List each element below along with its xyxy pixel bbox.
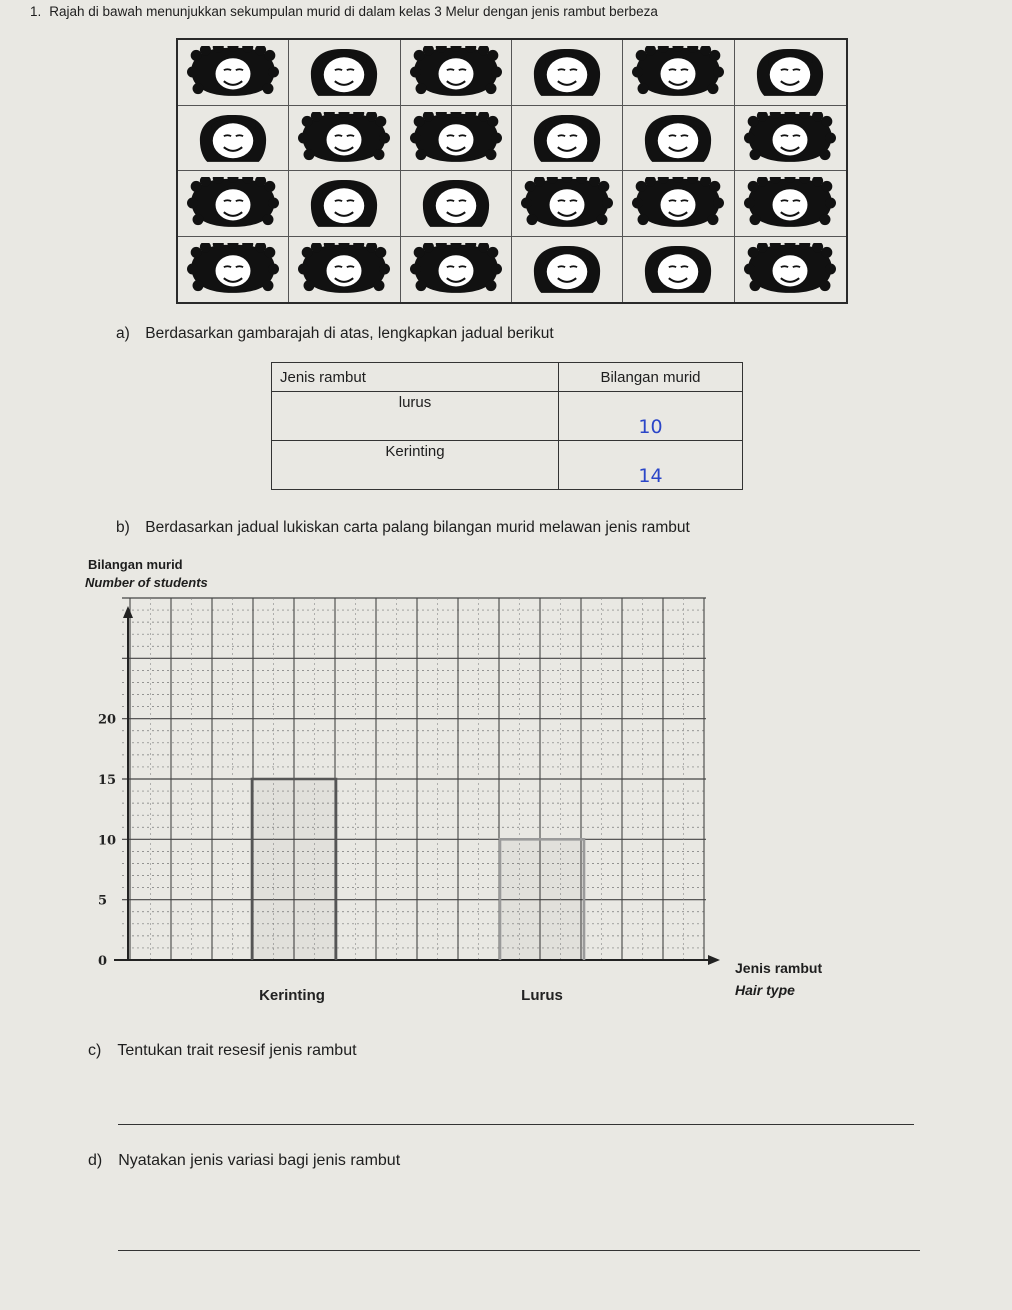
table-header-type: Jenis rambut <box>272 363 559 392</box>
table-row-type: lurus <box>272 392 559 441</box>
bar[interactable] <box>500 839 584 960</box>
x-axis-label-english: Hair type <box>735 982 795 998</box>
y-tick-label: 5 <box>98 893 108 909</box>
part-d-question: d) Nyatakan jenis variasi bagi jenis rambut <box>88 1152 401 1169</box>
y-tick-label: 20 <box>98 712 117 728</box>
y-tick-label: 10 <box>98 833 117 849</box>
chart-grid <box>122 598 706 960</box>
question-number: 1. <box>30 4 42 19</box>
x-category-label: Kerinting <box>259 987 325 1004</box>
table-row-count[interactable]: 10 <box>559 392 743 441</box>
answer-line-d[interactable] <box>118 1250 920 1251</box>
question-text: Rajah di bawah menunjukkan sekumpulan murid di dalam kelas 3 Melur dengan jenis rambut berbeza <box>49 4 658 19</box>
bar[interactable] <box>252 779 336 960</box>
x-axis-label: Jenis rambut <box>735 960 823 976</box>
y-tick-label: 0 <box>98 954 108 969</box>
x-axis-arrow-icon <box>708 955 720 965</box>
y-tick-label: 15 <box>98 773 117 788</box>
part-b-instruction: b) Berdasarkan jadual lukiskan carta palang bilangan murid melawan jenis rambut <box>116 519 690 536</box>
table-header-count: Bilangan murid <box>559 363 743 392</box>
part-a-instruction: a) Berdasarkan gambarajah di atas, lengkapkan jadual berikut <box>116 325 554 342</box>
y-axis-arrow-icon <box>123 606 133 618</box>
y-axis-label: Bilangan murid <box>88 557 183 572</box>
table-row-type: Kerinting <box>272 441 559 490</box>
x-category-label: Lurus <box>521 987 563 1004</box>
part-c-question: c) Tentukan trait resesif jenis rambut <box>88 1042 357 1059</box>
y-axis-label-english: Number of students <box>85 575 208 590</box>
table-row-count[interactable]: 14 <box>559 441 743 490</box>
answer-line-c[interactable] <box>118 1124 914 1125</box>
